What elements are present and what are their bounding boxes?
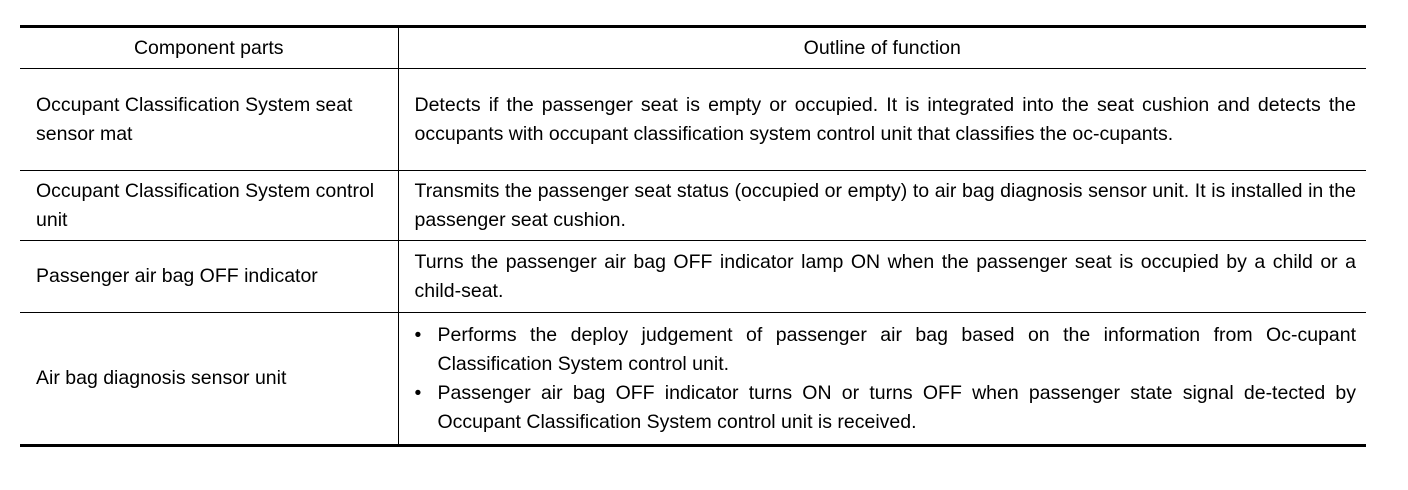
table-header-row [20, 27, 1366, 69]
component-cell: Air bag diagnosis sensor unit [20, 313, 398, 446]
function-bullet-list [415, 321, 1357, 437]
function-bullet-item: • Performs the deploy judgement of passenger air bag based on the information from Oc-cupant Classification System control unit. [415, 321, 1357, 379]
function-cell: Transmits the passenger seat status (occupied or empty) to air bag diagnosis sensor unit. It is installed in the passenger seat cushion. [398, 171, 1366, 241]
table-row [20, 241, 1366, 313]
component-cell: Occupant Classification System control unit [20, 171, 398, 241]
header-outline-of-function: Outline of function [398, 27, 1366, 69]
component-cell: Occupant Classification System seat sensor mat [20, 69, 398, 171]
component-function-table [20, 25, 1366, 447]
function-cell: Detects if the passenger seat is empty or occupied. It is integrated into the seat cushion and detects the occupants with occupant classification system control unit that classifies the oc-cupants. [398, 69, 1366, 171]
table-row [20, 69, 1366, 171]
component-cell: Passenger air bag OFF indicator [20, 241, 398, 313]
function-cell: Turns the passenger air bag OFF indicator lamp ON when the passenger seat is occupied by a child or a child-seat. [398, 241, 1366, 313]
header-component-parts: Component parts [20, 27, 398, 69]
function-bullet-item: • Passenger air bag OFF indicator turns ON or turns OFF when passenger state signal de-tected by Occupant Classification System control unit is received. [415, 379, 1357, 437]
table-row [20, 313, 1366, 446]
table-row [20, 171, 1366, 241]
function-cell [398, 313, 1366, 446]
